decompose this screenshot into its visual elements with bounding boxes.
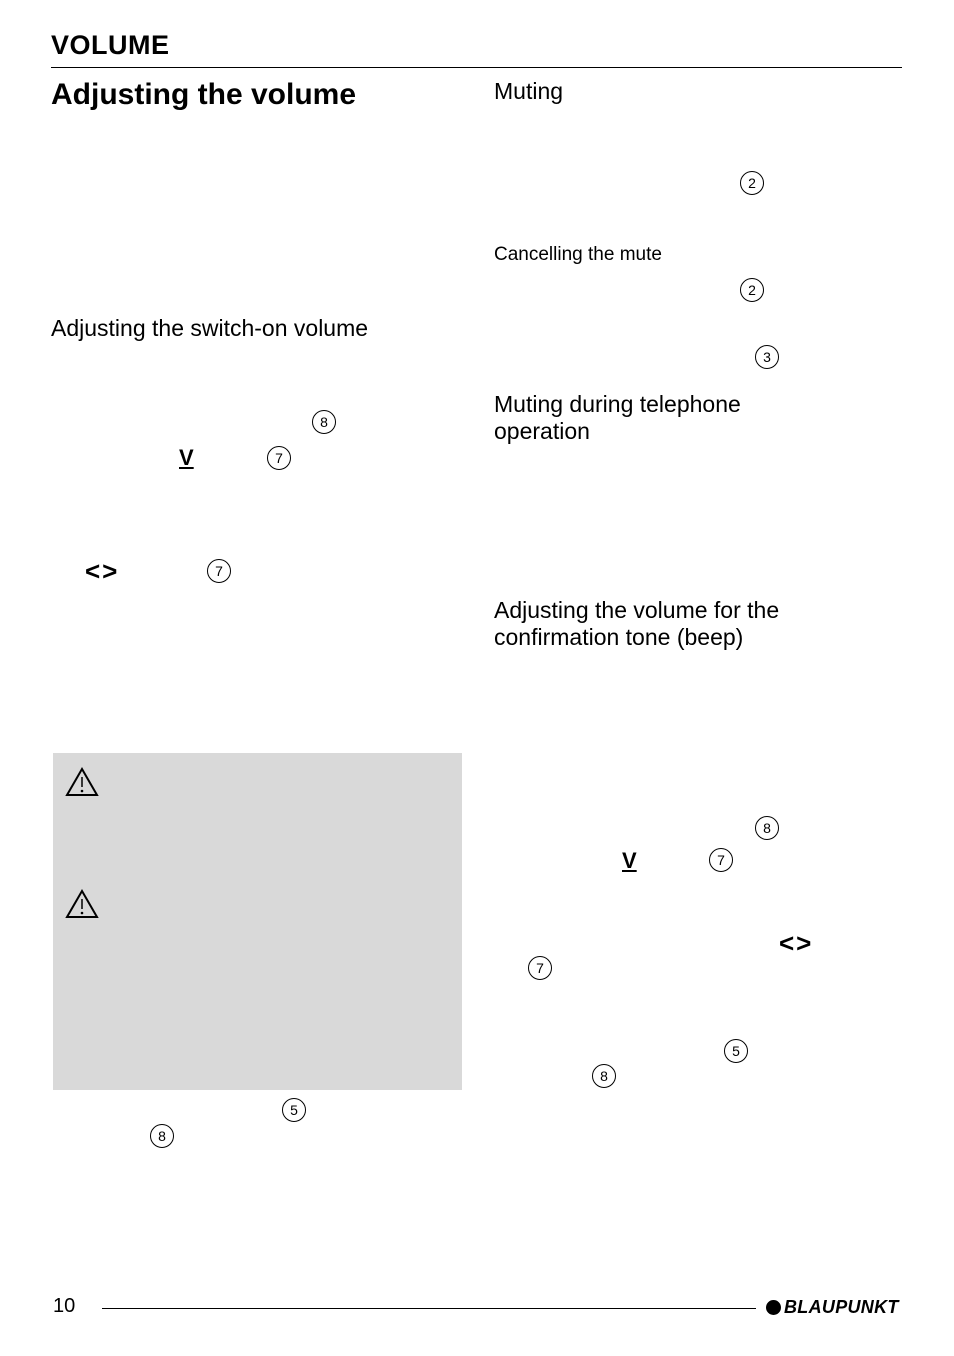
heading-line: Muting during telephone xyxy=(494,391,741,417)
footer-divider xyxy=(102,1308,756,1309)
key-ref-7: 7 xyxy=(207,559,231,583)
key-ref-3: 3 xyxy=(755,345,779,369)
heading-line: Adjusting the volume for the xyxy=(494,597,780,623)
key-ref-5: 5 xyxy=(724,1039,748,1063)
page-number: 10 xyxy=(53,1295,76,1317)
brand-logo xyxy=(766,1297,899,1318)
key-ref-2: 2 xyxy=(740,278,764,302)
left-right-symbol: <> xyxy=(779,928,814,958)
key-ref-2: 2 xyxy=(740,171,764,195)
key-ref-7: 7 xyxy=(709,848,733,872)
left-right-symbol: <> xyxy=(85,556,120,586)
page-title: Adjusting the volume xyxy=(51,78,357,111)
key-ref-7: 7 xyxy=(267,446,291,470)
key-ref-5: 5 xyxy=(282,1098,306,1122)
key-ref-8: 8 xyxy=(592,1064,616,1088)
heading-line: confirmation tone (beep) xyxy=(494,624,744,650)
key-ref-8: 8 xyxy=(150,1124,174,1148)
key-ref-8: 8 xyxy=(312,410,336,434)
beep-volume-heading xyxy=(494,597,779,651)
muting-heading: Muting xyxy=(494,78,564,104)
down-arrow-symbol: V xyxy=(179,445,194,470)
warning-box xyxy=(53,753,462,1090)
warning-triangle-icon xyxy=(65,767,99,797)
brand-name: BLAUPUNKT xyxy=(784,1297,899,1317)
key-ref-8: 8 xyxy=(755,816,779,840)
section-title: VOLUME xyxy=(51,30,170,60)
telephone-muting-heading xyxy=(494,391,741,445)
warning-triangle-icon xyxy=(65,889,99,919)
key-ref-7: 7 xyxy=(528,956,552,980)
heading-line: operation xyxy=(494,418,590,444)
cancel-mute-heading: Cancelling the mute xyxy=(494,244,662,265)
down-arrow-symbol: V xyxy=(622,848,637,873)
brand-dot-icon xyxy=(766,1300,781,1315)
header-divider xyxy=(51,67,902,68)
switch-on-volume-heading: Adjusting the switch-on volume xyxy=(51,315,369,341)
